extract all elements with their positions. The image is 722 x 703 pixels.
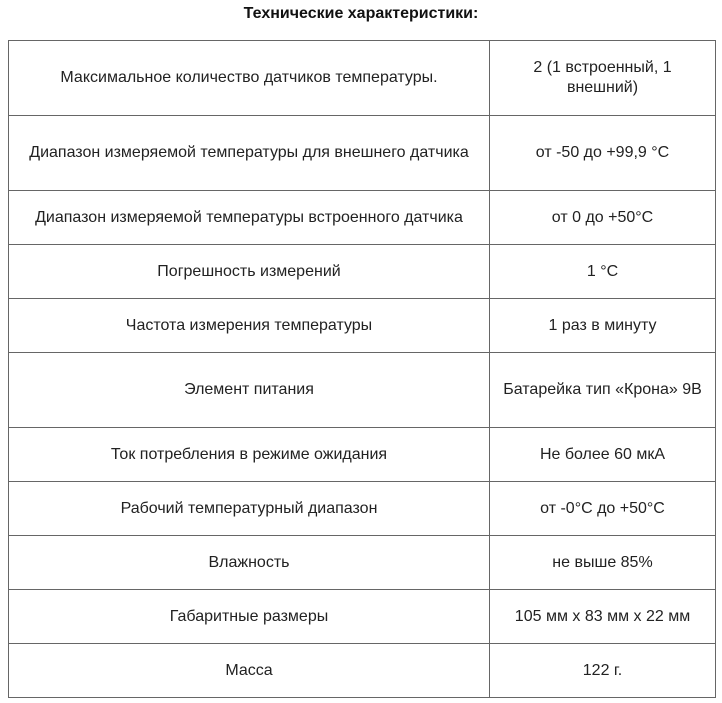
- value-cell: от -50 до +99,9 °C: [490, 116, 716, 191]
- specs-table: [8, 40, 716, 698]
- table-row: [9, 644, 716, 698]
- table-row: [9, 191, 716, 245]
- value-cell: 1 раз в минуту: [490, 299, 716, 353]
- param-cell: Рабочий температурный диапазон: [9, 482, 490, 536]
- value-cell: от -0°C до +50°C: [490, 482, 716, 536]
- param-cell: Влажность: [9, 536, 490, 590]
- table-row: [9, 245, 716, 299]
- param-cell: Диапазон измеряемой температуры встроенного датчика: [9, 191, 490, 245]
- value-cell: 122 г.: [490, 644, 716, 698]
- value-cell: от 0 до +50°C: [490, 191, 716, 245]
- param-cell: Элемент питания: [9, 353, 490, 428]
- param-cell: Максимальное количество датчиков температуры.: [9, 41, 490, 116]
- value-cell: 1 °C: [490, 245, 716, 299]
- table-row: [9, 428, 716, 482]
- table-row: [9, 536, 716, 590]
- table-row: [9, 482, 716, 536]
- table-row: [9, 116, 716, 191]
- table-row: [9, 353, 716, 428]
- table-row: [9, 590, 716, 644]
- value-cell: Батарейка тип «Крона» 9В: [490, 353, 716, 428]
- param-cell: Диапазон измеряемой температуры для внешнего датчика: [9, 116, 490, 191]
- value-cell: не выше 85%: [490, 536, 716, 590]
- table-row: [9, 299, 716, 353]
- value-cell: 2 (1 встроенный, 1 внешний): [490, 41, 716, 116]
- param-cell: Погрешность измерений: [9, 245, 490, 299]
- param-cell: Ток потребления в режиме ожидания: [9, 428, 490, 482]
- param-cell: Частота измерения температуры: [9, 299, 490, 353]
- value-cell: 105 мм x 83 мм x 22 мм: [490, 590, 716, 644]
- param-cell: Габаритные размеры: [9, 590, 490, 644]
- value-cell: Не более 60 мкА: [490, 428, 716, 482]
- table-row: [9, 41, 716, 116]
- param-cell: Масса: [9, 644, 490, 698]
- page-title: Технические характеристики:: [243, 5, 479, 22]
